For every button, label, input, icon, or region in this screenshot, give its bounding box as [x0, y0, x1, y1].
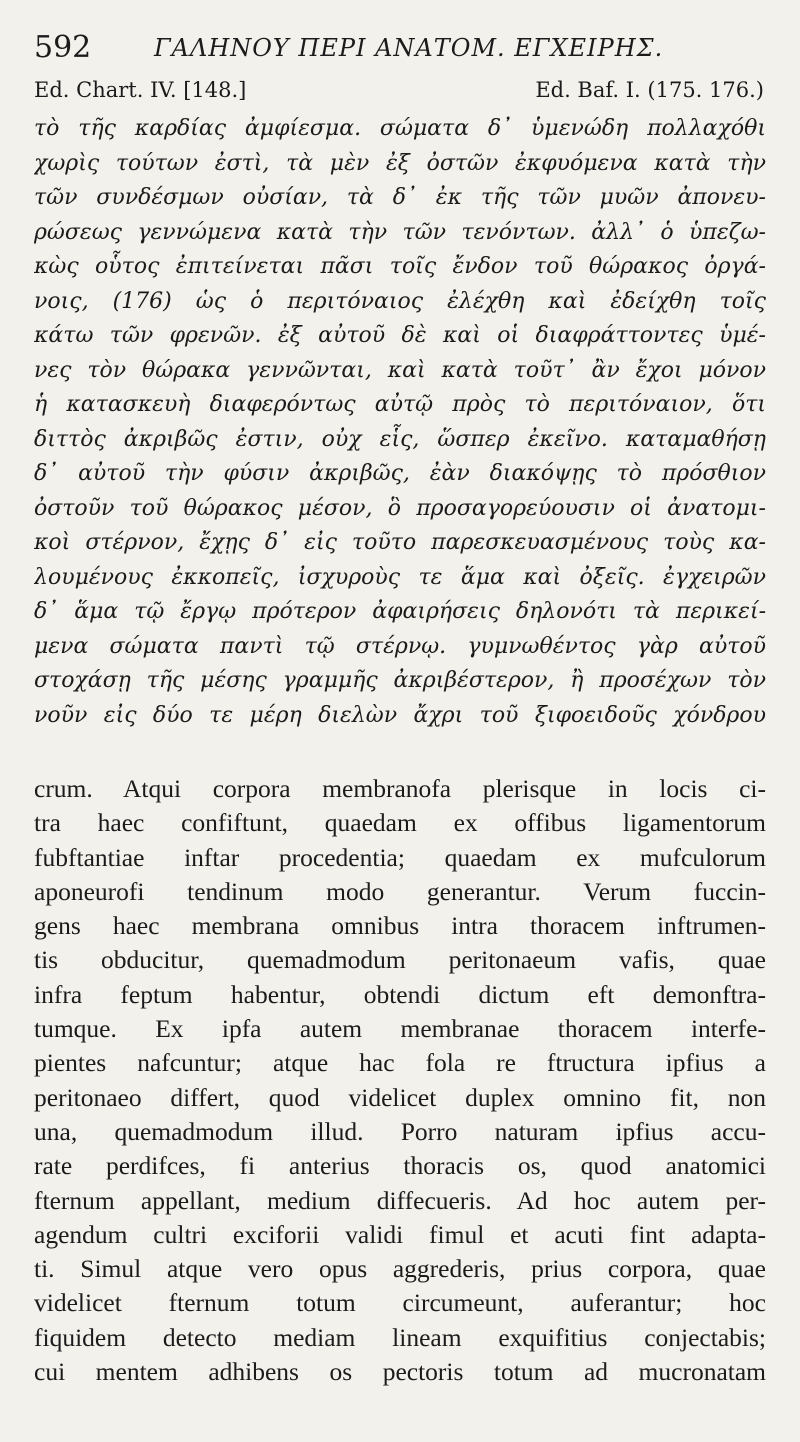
latin-line: gens haec membrana omnibus intra thoracem inftrumen- — [34, 911, 766, 941]
greek-line: διττὸς ἀκριβῶς ἐστιν, οὐχ εἷς, ὥσπερ ἐκεῖνο. καταμαθήσῃ — [34, 426, 766, 452]
greek-line: ὀστοῦν τοῦ θώρακος μέσον, ὃ προσαγορεύουσιν οἱ ἀνατομι- — [34, 495, 766, 521]
latin-line: peritonaeo differt, quod videlicet duplex omnino fit, non — [34, 1082, 766, 1112]
latin-line: aponeurofi tendinum modo generantur. Verum fuccin- — [34, 876, 766, 906]
greek-line: δ᾽ ἅμα τῷ ἔργῳ πρότερον ἀφαιρήσεις δηλονότι τὰ περικεί- — [34, 599, 766, 624]
latin-line: ti. Simul atque vero opus aggrederis, prius corpora, quae — [34, 1254, 766, 1284]
greek-line: στοχάσῃ τῆς μέσης γραμμῆς ἀκριβέστερον, ἢ προσέχων τὸν — [34, 668, 766, 693]
greek-line: κὼς οὗτος ἐπιτείνεται πᾶσι τοῖς ἔνδον τοῦ θώρακος ὀργά- — [34, 254, 766, 279]
latin-line: rate perdifces, fi anterius thoracis os, quod anatomici — [34, 1151, 766, 1181]
latin-line: fternum appellant, medium diffecueris. Ad hoc autem per- — [34, 1185, 766, 1215]
greek-line: κάτω τῶν φρενῶν. ἐξ αὐτοῦ δὲ καὶ οἱ διαφράττοντες ὑμέ- — [34, 323, 766, 348]
latin-line: una, quemadmodum illud. Porro naturam ipfius accu- — [34, 1116, 766, 1146]
latin-line: cui mentem adhibens os pectoris totum ad mucronatam — [34, 1357, 766, 1387]
edition-reference-left: Ed. Chart. IV. [148.] — [34, 78, 247, 102]
page-header — [34, 24, 764, 70]
latin-text-block — [34, 772, 766, 1389]
greek-line: κοὶ στέρνον, ἔχῃς δ᾽ εἰς τοῦτο παρεσκευασμένους τοὺς κα- — [34, 530, 766, 555]
greek-text-block — [34, 112, 766, 733]
latin-line: tis obducitur, quemadmodum peritonaeum vafis, quae — [34, 945, 766, 975]
latin-line: infra feptum habentur, obtendi dictum eft demonftra- — [34, 979, 766, 1009]
greek-line: μενα σώματα παντὶ τῷ στέρνῳ. γυμνωθέντος γὰρ αὐτοῦ — [34, 633, 766, 659]
greek-line: τὸ τῆς καρδίας ἀμφίεσμα. σώματα δ᾽ ὑμενώδη πολλαχόθι — [34, 116, 766, 141]
latin-line: fiquidem detecto mediam lineam exquifitius conjectabis; — [34, 1322, 766, 1352]
running-title: ΓΑΛΗΝΟΥ ΠΕΡΙ ΑΝΑΤΟΜ. ΕΓΧΕΙΡΗΣ. — [154, 34, 664, 62]
greek-line: λουμένους ἐκκοπεῖς, ἰσχυροὺς τε ἅμα καὶ ὀξεῖς. ἐγχειρῶν — [34, 564, 766, 590]
latin-line: crum. Atqui corpora membranofa plerisque in locis ci- — [34, 774, 766, 803]
latin-line: agendum cultri exciforii validi fimul et acuti fint adapta- — [34, 1219, 766, 1249]
latin-line: fubftantiae inftar procedentia; quaedam ex mufculorum — [34, 842, 766, 872]
latin-line: pientes nafcuntur; atque hac fola re ftructura ipfius a — [34, 1048, 766, 1078]
edition-reference-right: Ed. Baf. I. (175. 176.) — [535, 78, 764, 102]
greek-line: νες τὸν θώρακα γεννῶνται, καὶ κατὰ τοῦτ᾽ ἂν ἔχοι μόνον — [34, 357, 766, 383]
latin-line: tra haec confiftunt, quaedam ex offibus ligamentorum — [34, 808, 766, 838]
greek-line: ρώσεως γεννώμενα κατὰ τὴν τῶν τενόντων. ἀλλ᾽ ὁ ὑπεζω- — [34, 219, 766, 245]
greek-line: ἡ κατασκευὴ διαφερόντως αὐτῷ πρὸς τὸ περιτόναιον, ὅτι — [34, 392, 766, 417]
greek-line: νοις, (176) ὡς ὁ περιτόναιος ἐλέχθη καὶ ἐδείχθη τοῖς — [34, 288, 766, 314]
greek-line: χωρὶς τούτων ἐστὶ, τὰ μὲν ἐξ ὀστῶν ἐκφυόμενα κατὰ τὴν — [34, 150, 766, 176]
page-number: 592 — [34, 30, 92, 65]
greek-line: τῶν συνδέσμων οὐσίαν, τὰ δ᾽ ἐκ τῆς τῶν μυῶν ἀπονευ- — [34, 185, 766, 210]
latin-line: tumque. Ex ipfa autem membranae thoracem interfe- — [34, 1014, 766, 1044]
latin-line: videlicet fternum totum circumeunt, auferantur; hoc — [34, 1288, 766, 1318]
greek-line: νοῦν εἰς δύο τε μέρη διελὼν ἄχρι τοῦ ξιφοειδοῦς χόνδρου — [34, 702, 766, 728]
edition-references — [34, 78, 764, 108]
greek-line: δ᾽ αὐτοῦ τὴν φύσιν ἀκριβῶς, ἐὰν διακόψῃς τὸ πρόσθιον — [34, 461, 766, 486]
